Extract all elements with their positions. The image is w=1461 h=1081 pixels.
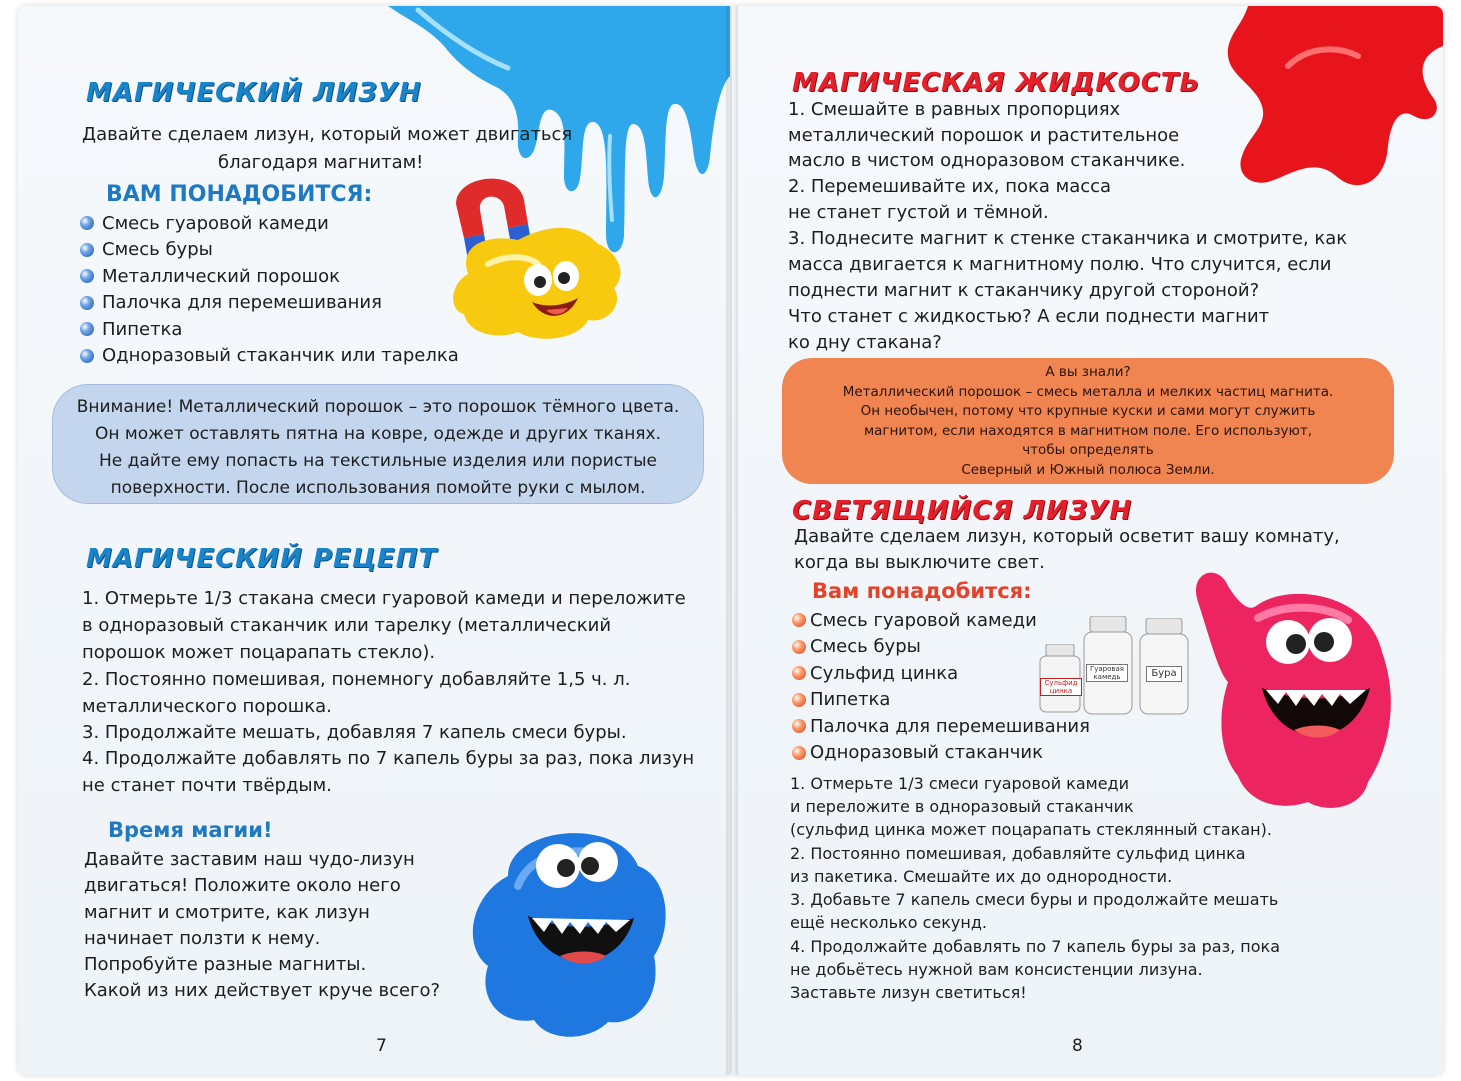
blue-slime-character [448, 806, 688, 1046]
fact-line-2: Металлический порошок – смесь металла и мелких частиц магнита. [842, 383, 1334, 400]
bullet-icon [80, 243, 94, 257]
book-spine [726, 6, 738, 1075]
glow-recipe-line-2: и переложите в одноразовый стаканчик [790, 797, 1134, 816]
glow-recipe-line-7: ещё несколько секунд. [790, 913, 987, 932]
title-magic-recipe: МАГИЧЕСКИЙ РЕЦЕПТ [86, 544, 438, 574]
liquid-step-10: ко дну стакана? [788, 332, 942, 353]
recipe-line-6: 3. Продолжайте мешать, добавляя 7 капель смеси буры. [82, 722, 627, 743]
materials-heading: ВАМ ПОНАДОБИТСЯ: [106, 182, 373, 207]
recipe-line-2: в одноразовый стаканчик или тарелку (металлический [82, 615, 612, 636]
page-number-right: 8 [1072, 1036, 1083, 1056]
title-magic-slime: МАГИЧЕСКИЙ ЛИЗУН [86, 78, 422, 108]
title-glowing-slime: СВЕТЯЩИЙСЯ ЛИЗУН [792, 496, 1133, 526]
warning-note [52, 384, 704, 504]
fact-line-1: А вы знали? [1045, 364, 1131, 380]
right-page [732, 6, 1443, 1075]
warning-line-3: Не дайте ему попасть на текстильные изделия или пористые [99, 451, 657, 471]
bullet-icon [792, 666, 806, 680]
warning-line-1: Внимание! Металлический порошок – это порошок тёмного цвета. [76, 397, 680, 417]
recipe-line-7: 4. Продолжайте добавлять по 7 капель буры за раз, пока лизун [82, 748, 695, 769]
glow-recipe-line-1: 1. Отмерьте 1/3 смеси гуаровой камеди [790, 774, 1130, 793]
list-item: Металлический порошок [80, 263, 459, 290]
magic-time-line-5: Попробуйте разные магниты. [84, 954, 367, 975]
fact-line-5: чтобы определять [1022, 442, 1154, 459]
liquid-step-3: масло в чистом одноразовом стаканчике. [788, 150, 1186, 171]
bullet-icon [80, 216, 94, 230]
list-item: Палочка для перемешивания [792, 713, 1090, 740]
liquid-step-5: не станет густой и тёмной. [788, 202, 1049, 223]
glow-intro-2: когда вы выключите свет. [794, 552, 1045, 573]
fact-line-6: Северный и Южный полюса Земли. [961, 461, 1215, 478]
liquid-step-6: 3. Поднесите магнит к стенке стаканчика и смотрите, как [788, 228, 1348, 249]
glow-recipe-line-5: из пакетика. Смешайте их до однородности. [790, 867, 1173, 886]
list-item: Палочка для перемешивания [80, 290, 459, 317]
list-item: Смесь гуаровой камеди [80, 210, 459, 237]
list-item: Одноразовый стаканчик или тарелка [80, 343, 459, 370]
glow-recipe-line-9: не добьётесь нужной вам консистенции лизуна. [790, 960, 1203, 979]
liquid-step-2: металлический порошок и растительное [788, 125, 1180, 146]
liquid-step-4: 2. Перемешивайте их, пока масса [788, 176, 1112, 197]
list-item: Смесь буры [792, 634, 1090, 661]
bullet-icon [792, 746, 806, 760]
bullet-icon [80, 349, 94, 363]
intro-line-2: благодаря магнитам! [218, 152, 424, 173]
magic-time-line-6: Какой из них действует круче всего? [84, 980, 441, 1001]
magic-time-line-1: Давайте заставим наш чудо-лизун [84, 849, 415, 870]
magic-time-line-3: магнит и смотрите, как лизун [84, 902, 370, 923]
liquid-step-9: Что станет с жидкостью? А если поднести магнит [788, 306, 1270, 327]
liquid-step-8: поднести магнит к стаканчику другой стороной? [788, 280, 1260, 301]
list-item: Смесь гуаровой камеди [792, 607, 1090, 634]
magic-time-heading: Время магии! [108, 818, 273, 842]
title-magic-liquid: МАГИЧЕСКАЯ ЖИДКОСТЬ [792, 68, 1201, 98]
glow-materials-heading: Вам понадобится: [812, 579, 1032, 603]
bullet-icon [80, 269, 94, 283]
warning-line-4: поверхности. После использования помойте руки с мылом. [110, 478, 646, 498]
page-number-left: 7 [376, 1036, 387, 1056]
liquid-step-7: масса двигается к магнитному полю. Что случится, если [788, 254, 1332, 275]
red-slime-splash-icon [1218, 6, 1443, 216]
fact-note [782, 358, 1394, 484]
warning-line-2: Он может оставлять пятна на ковре, одежде и других тканях. [94, 424, 661, 444]
bullet-icon [792, 719, 806, 733]
list-item: Сульфид цинка [792, 660, 1090, 687]
glow-recipe-line-10: Заставьте лизун светиться! [790, 983, 1027, 1002]
glow-recipe-line-3: (сульфид цинка может поцарапать стеклянный стакан). [790, 820, 1272, 839]
magic-time-line-4: начинает ползти к нему. [84, 928, 321, 949]
list-item: Пипетка [792, 687, 1090, 714]
yellow-slime-character [428, 164, 648, 354]
bullet-icon [792, 693, 806, 707]
list-item: Одноразовый стаканчик [792, 740, 1090, 767]
recipe-line-4: 2. Постоянно помешивая, понемногу добавляйте 1,5 ч. л. [82, 669, 631, 690]
recipe-line-3: порошок может поцарапать стекло). [82, 642, 436, 663]
bullet-icon [80, 296, 94, 310]
jar-label-borax: Бура [1146, 666, 1182, 682]
bullet-icon [80, 322, 94, 336]
list-item: Смесь буры [80, 237, 459, 264]
bullet-icon [792, 613, 806, 627]
jar-label-guar: Гуаровая камедь [1086, 664, 1128, 682]
recipe-line-5: металлического порошка. [82, 696, 332, 717]
glow-recipe-line-8: 4. Продолжайте добавлять по 7 капель буры за раз, пока [790, 937, 1280, 956]
recipe-line-1: 1. Отмерьте 1/3 стакана смеси гуаровой камеди и переложите [82, 588, 686, 609]
pink-slime-character [1178, 562, 1408, 818]
liquid-step-1: 1. Смешайте в равных пропорциях [788, 99, 1121, 120]
list-item: Пипетка [80, 316, 459, 343]
recipe-line-8: не станет почти твёрдым. [82, 775, 332, 796]
fact-line-4: магнитом, если находятся в магнитном поле. Его используют, [863, 422, 1313, 439]
glow-recipe-line-4: 2. Постоянно помешивая, добавляйте сульфид цинка [790, 844, 1246, 863]
magic-time-line-2: двигаться! Положите около него [84, 875, 401, 896]
fact-line-3: Он необычен, потому что крупные куски и сами могут служить [860, 403, 1316, 420]
left-page [18, 6, 730, 1075]
bullet-icon [792, 640, 806, 654]
glow-intro-1: Давайте сделаем лизун, который осветит вашу комнату, [794, 526, 1340, 547]
jar-label-zinc: Сульфид цинка [1040, 678, 1082, 696]
intro-line-1: Давайте сделаем лизун, который может двигаться [82, 124, 573, 145]
glow-recipe-line-6: 3. Добавьте 7 капель смеси буры и продолжайте мешать [790, 890, 1279, 909]
materials-list [80, 210, 459, 369]
